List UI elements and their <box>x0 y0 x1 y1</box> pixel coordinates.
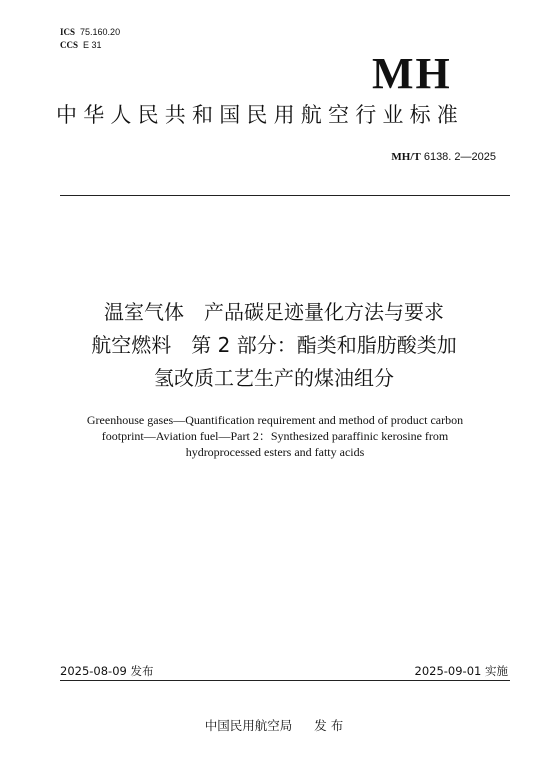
english-title-line1: Greenhouse gases—Quantification requirement and method of product carbon <box>86 413 464 427</box>
classification-codes <box>60 26 120 52</box>
english-title-line2: footprint—Aviation fuel—Part 2：Synthesized paraffinic kerosine from <box>101 429 449 443</box>
issuer <box>0 716 548 734</box>
bottom-divider <box>60 680 510 681</box>
ccs-label: CCS <box>60 40 79 50</box>
ics-value: 75.160.20 <box>80 27 121 37</box>
chinese-title <box>0 296 548 395</box>
chinese-title-line3: 氢改质工艺生产的煤油组分 <box>154 366 394 390</box>
ics-label: ICS <box>60 27 76 37</box>
chinese-title-line1: 温室气体 产品碳足迹量化方法与要求 <box>104 300 444 324</box>
english-title-line3: hydroprocessed esters and fatty acids <box>185 445 365 459</box>
mh-logo: MH <box>372 49 452 98</box>
issuer-action: 发 布 <box>314 718 344 733</box>
standard-code-prefix: MH/T <box>391 151 421 163</box>
ics-line <box>60 26 120 39</box>
publish-date: 2025-08-09 发布 <box>60 664 154 678</box>
ccs-line <box>60 39 120 52</box>
standard-code-number: 6138. 2—2025 <box>423 151 496 163</box>
standard-code <box>391 151 496 163</box>
implement-date: 2025-09-01 实施 <box>414 664 508 678</box>
top-divider <box>60 195 510 196</box>
ccs-value: E 31 <box>83 40 102 50</box>
english-title <box>60 412 490 460</box>
chinese-title-line2: 航空燃料 第 2 部分：酯类和脂肪酸类加 <box>91 333 457 357</box>
standard-type-title: 中华人民共和国民用航空行业标准 <box>56 103 464 127</box>
issuer-org: 中国民用航空局 <box>204 718 293 733</box>
